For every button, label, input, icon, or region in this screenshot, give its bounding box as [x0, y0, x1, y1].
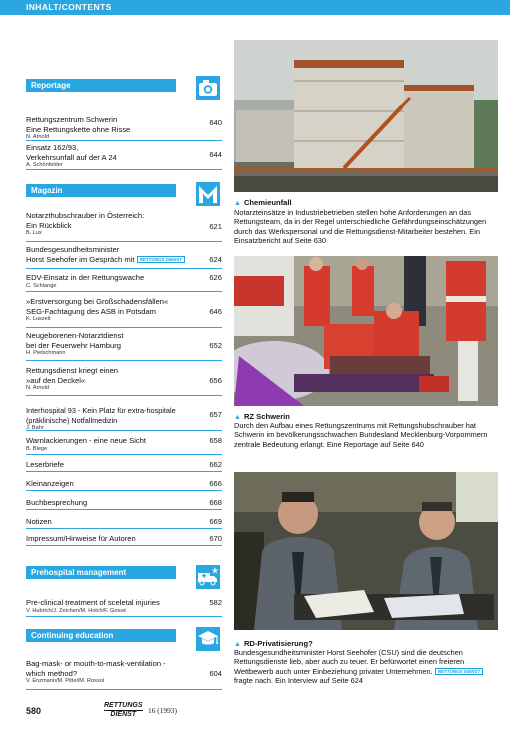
- pointer-arrow-icon: ▲: [234, 200, 241, 207]
- section-header-prehospital: Prehospital management: [26, 566, 176, 579]
- rettungsdienst-footer-logo: [104, 703, 143, 718]
- photo-interview: [234, 472, 498, 630]
- footer-logo-line: RETTUNGS: [104, 702, 143, 709]
- feature-heading-text: RD-Privatisierung?: [243, 639, 313, 648]
- feature-text-part: Bundesgesundheitsminister Horst Seehofer (CSU) sind die deutschen Rettungsdienste lieb, aber auch zu teuer. Er befürwortet einen freieren Wettbewerb auch unter Einbeziehung privater Unternehmen.: [234, 648, 465, 676]
- entry-title: Rettungsdienst kriegt einen »auf den Deckel«: [26, 366, 119, 385]
- entry-page: 656: [209, 376, 222, 385]
- entry-title: »Erstversorgung bei Großschadensfällen« SEG-Fachtagung des ASB in Potsdam: [26, 297, 169, 316]
- toc-entry[interactable]: [26, 479, 222, 491]
- entry-title: Pre-clinical treatment of sceletal injuries: [26, 598, 160, 607]
- entry-author: V. Enzmann/M. Pittel/M. Rossol: [26, 678, 105, 685]
- feature-heading-text: RZ Schwerin: [243, 412, 290, 421]
- toc-entry[interactable]: [26, 498, 222, 510]
- feature-text: Notarzteinsätze in Industriebetrieben stellen hohe Anforderungen an das Rettungsteam, da in der Regel unterschiedliche Gefährdungseinschätzungen durch das Werkspersonal und die Rettungsdienst-Mitarbeiter bestehen. Ein Einsatzbericht auf Seite 630: [234, 208, 487, 246]
- issue-number: 16 (1993): [148, 706, 177, 715]
- entry-page: 670: [209, 534, 222, 543]
- toc-entry[interactable]: [26, 143, 222, 170]
- page-number: 580: [26, 706, 42, 716]
- entry-page: 621: [209, 222, 222, 231]
- entry-author: N. Arnold: [26, 134, 50, 141]
- entry-title: EDV-Einsatz in der Rettungswache: [26, 273, 145, 282]
- entry-title: Impressum/Hinweise für Autoren: [26, 534, 136, 543]
- magazine-m-icon: [196, 182, 220, 206]
- entry-author: N. Arnold: [26, 385, 50, 392]
- entry-title: Kleinanzeigen: [26, 479, 74, 488]
- entry-title: Notarzthubschrauber in Österreich: Ein Rückblick: [26, 211, 145, 230]
- photo-chemical-tanks: [234, 40, 498, 192]
- entry-page: 644: [209, 150, 222, 159]
- feature-text: Durch den Aufbau eines Rettungszentrums mit Rettungshubschrauber hat Schwerin im bevölkerungsschwachen Bundesland Mecklenburg-Vorpommern zentrale Bedeutung erlangt. Eine Reportage auf Seite 640: [234, 421, 488, 449]
- entry-title: Bag-mask- or mouth-to-mask-ventilation - which method?: [26, 659, 166, 678]
- feature-heading: [234, 198, 292, 207]
- toc-entry[interactable]: [26, 115, 222, 141]
- entry-title: Neugeborenen-Notarztdienst bei der Feuerwehr Hamburg: [26, 331, 124, 350]
- rettungsdienst-logo: RETTUNGS DIENST: [435, 668, 484, 675]
- entry-author: C. Schlange: [26, 282, 57, 289]
- entry-title: Rettungszentrum Schwerin Eine Rettungskette ohne Risse: [26, 115, 131, 134]
- entry-title: Interhospital 93 - Kein Platz für extra-hospitale (präklinische) Notfallmedizin: [26, 406, 176, 425]
- entry-author: A. Schönfelder: [26, 162, 63, 169]
- header-label: INHALT/CONTENTS: [26, 2, 112, 12]
- toc-entry[interactable]: [26, 659, 222, 690]
- entry-page: 624: [209, 255, 222, 264]
- photo-rescue-scene: [234, 256, 498, 406]
- section-header-reportage: Reportage: [26, 79, 176, 92]
- pointer-arrow-icon: ▲: [234, 414, 241, 421]
- toc-entry[interactable]: [26, 331, 222, 361]
- entry-title: Buchbesprechung: [26, 498, 88, 507]
- entry-title-text: Bundesgesundheitsminister Horst Seehofer im Gespräch mit: [26, 245, 135, 264]
- entry-title: Notizen: [26, 517, 52, 526]
- toc-entry[interactable]: [26, 460, 222, 472]
- entry-title: Leserbriefe: [26, 460, 64, 469]
- toc-entry[interactable]: [26, 297, 222, 328]
- entry-page: 668: [209, 498, 222, 507]
- entry-page: 582: [209, 598, 222, 607]
- header-bar: [0, 0, 510, 15]
- ambulance-star-icon: [196, 565, 220, 589]
- entry-page: 666: [209, 479, 222, 488]
- entry-title: Einsatz 162/93, Verkehrsunfall auf der A 24: [26, 143, 117, 162]
- toc-entry[interactable]: [26, 534, 222, 546]
- entry-page: 626: [209, 273, 222, 282]
- section-header-magazin: Magazin: [26, 184, 176, 197]
- rettungsdienst-logo: RETTUNGS DIENST: [137, 256, 186, 263]
- entry-author: B. Lux: [26, 230, 42, 237]
- entry-author: H. Pietschmann: [26, 350, 66, 357]
- entry-author: B. Biege: [26, 445, 48, 452]
- entry-page: 646: [209, 307, 222, 316]
- entry-title: Warnlackierungen - eine neue Sicht: [26, 436, 147, 445]
- toc-entry[interactable]: [26, 517, 222, 529]
- toc-entry[interactable]: [26, 273, 222, 292]
- entry-page: 669: [209, 517, 222, 526]
- entry-page: 662: [209, 460, 222, 469]
- entry-page: 652: [209, 341, 222, 350]
- section-header-education: Continuing education: [26, 629, 176, 642]
- toc-entry[interactable]: [26, 406, 222, 431]
- entry-page: 657: [209, 410, 222, 419]
- feature-heading-text: Chemieunfall: [243, 198, 292, 207]
- camera-icon: [196, 76, 220, 100]
- entry-page: 640: [209, 118, 222, 127]
- footer-logo-line: DIENST: [110, 711, 137, 718]
- feature-heading: [234, 639, 313, 648]
- feature-heading: [234, 412, 290, 421]
- entry-author: J. Bahr: [26, 425, 44, 432]
- toc-entry[interactable]: [26, 436, 222, 455]
- toc-entry[interactable]: [26, 245, 222, 269]
- pointer-arrow-icon: ▲: [234, 641, 241, 648]
- entry-title: [26, 245, 222, 264]
- feature-text: [234, 648, 500, 686]
- feature-text-part: fragte nach. Ein Interview auf Seite 624: [234, 676, 364, 686]
- entry-author: K. Luszeit: [26, 316, 51, 323]
- entry-author: V. Hubrich/J. Zeichen/M. Holch/F. Gossé: [26, 607, 127, 614]
- toc-entry[interactable]: [26, 598, 222, 617]
- graduation-icon: [196, 627, 220, 651]
- entry-page: 604: [209, 669, 222, 678]
- entry-page: 658: [209, 436, 222, 445]
- toc-entry[interactable]: [26, 366, 222, 396]
- toc-entry[interactable]: [26, 211, 222, 242]
